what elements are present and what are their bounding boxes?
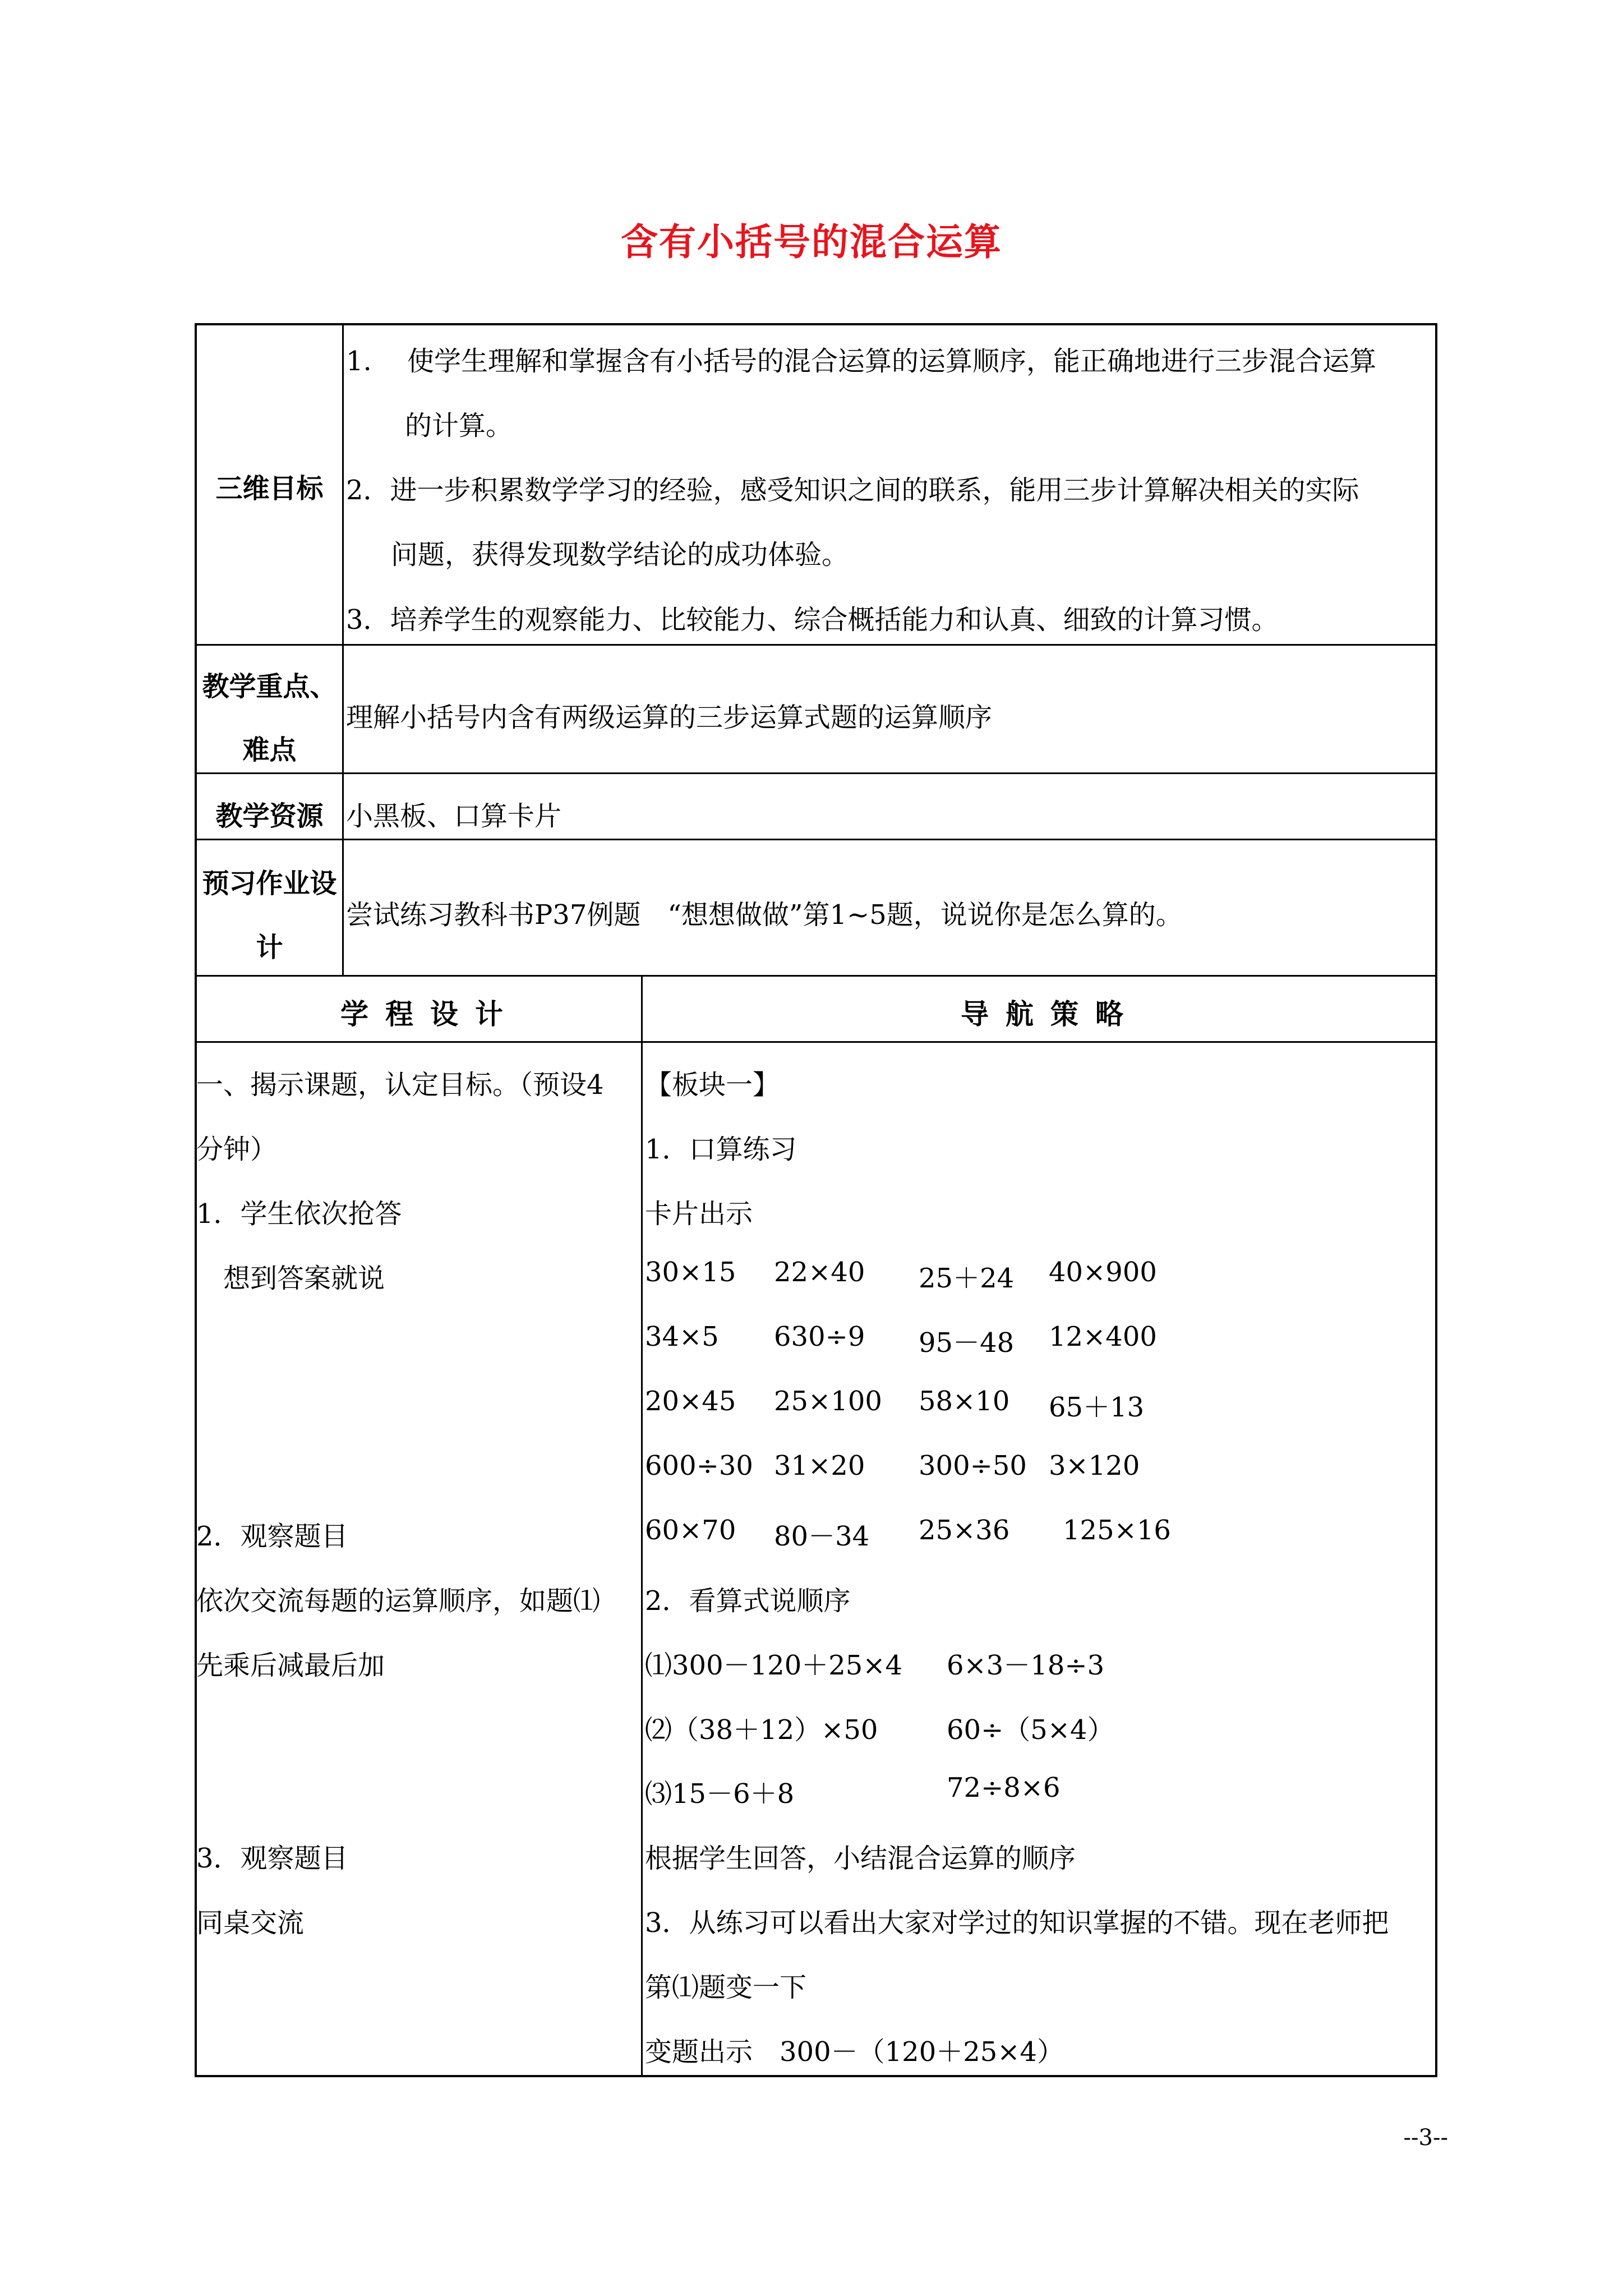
drill-item: 25＋24: [919, 1263, 1015, 1294]
order-item: 6×3－18÷3: [947, 1650, 1105, 1681]
left-step-text: 先乘后减最后加: [196, 1650, 385, 1681]
order-item: 60÷（5×4）: [947, 1714, 1114, 1746]
left-step-text: 1．学生依次抢答: [196, 1198, 402, 1230]
change-text: 第⑴题变一下: [645, 1972, 807, 2003]
drill-item: 34×5: [645, 1321, 719, 1352]
left-step-text: 3．观察题目: [196, 1843, 348, 1874]
drill-item: 630÷9: [774, 1321, 865, 1352]
column-header-left: 学程设计: [340, 997, 520, 1030]
drill-item: 65＋13: [1049, 1392, 1145, 1423]
oral-practice-heading: 1．口算练习: [645, 1134, 797, 1165]
goal-line: 2．进一步积累数学学习的经验，感受知识之间的联系，能用三步计算解决相关的实际: [346, 475, 1359, 506]
cards-text: 卡片出示: [645, 1198, 753, 1230]
drill-item: 95－48: [919, 1327, 1015, 1359]
left-step-text: 一、揭示课题，认定目标。（预设4: [196, 1069, 604, 1101]
change-text: 3．从练习可以看出大家对学过的知识掌握的不错。现在老师把: [645, 1907, 1389, 1939]
drill-item: 25×36: [919, 1515, 1010, 1546]
drill-item: 125×16: [1063, 1515, 1171, 1546]
row-divider: [195, 772, 1437, 774]
row-divider: [195, 644, 1437, 646]
goals-label: 三维目标: [215, 473, 324, 504]
row-divider: [195, 1041, 1437, 1043]
order-item: ⑴300－120＋25×4: [645, 1650, 903, 1681]
left-step-text: 想到答案就说: [196, 1263, 385, 1294]
goal-line: 问题，获得发现数学结论的成功体验。: [391, 539, 849, 570]
goal-line: 3．培养学生的观察能力、比较能力、综合概括能力和认真、细致的计算习惯。: [346, 604, 1279, 636]
page-title: 含有小括号的混合运算: [621, 220, 1002, 264]
block-heading: 【板块一】: [645, 1069, 780, 1101]
page-number: --3--: [1403, 2125, 1448, 2151]
drill-item: 25×100: [774, 1386, 882, 1417]
goal-line: 的计算。: [405, 410, 513, 441]
order-item: ⑶15－6＋8: [645, 1778, 795, 1810]
order-heading: 2．看算式说顺序: [645, 1585, 851, 1617]
drill-item: 30×15: [645, 1257, 736, 1288]
drill-item: 22×40: [774, 1257, 865, 1288]
drill-item: 58×10: [919, 1386, 1010, 1417]
order-item: ⑵（38＋12）×50: [645, 1714, 878, 1746]
focus-label: 难点: [242, 734, 297, 766]
drill-item: 31×20: [774, 1450, 865, 1481]
drill-item: 3×120: [1049, 1450, 1140, 1481]
preview-label: 计: [256, 932, 283, 963]
drill-item: 40×900: [1049, 1257, 1157, 1288]
order-item: 72÷8×6: [947, 1772, 1061, 1803]
resources-text: 小黑板、口算卡片: [346, 800, 562, 832]
label-column-divider: [342, 323, 344, 977]
drill-item: 300÷50: [919, 1450, 1027, 1481]
resources-label: 教学资源: [215, 800, 324, 832]
focus-label: 教学重点、: [202, 671, 337, 702]
drill-item: 12×400: [1049, 1321, 1157, 1352]
drill-item: 20×45: [645, 1386, 736, 1417]
left-step-text: 同桌交流: [196, 1907, 305, 1939]
left-step-text: 分钟）: [196, 1134, 278, 1165]
change-text: 变题出示 300－（120＋25×4）: [645, 2036, 1064, 2068]
preview-label: 预习作业设: [202, 868, 337, 899]
column-header-right: 导航策略: [961, 997, 1140, 1030]
left-step-text: 2．观察题目: [196, 1521, 348, 1552]
summary-text: 根据学生回答，小结混合运算的顺序: [645, 1843, 1076, 1874]
preview-text: 尝试练习教科书P37例题 “想想做做”第1~5题，说说你是怎么算的。: [346, 899, 1183, 931]
drill-item: 80－34: [774, 1521, 870, 1552]
drill-item: 60×70: [645, 1515, 736, 1546]
column-divider: [641, 975, 643, 2076]
focus-text: 理解小括号内含有两级运算的三步运算式题的运算顺序: [346, 702, 993, 733]
left-step-text: 依次交流每题的运算顺序，如题⑴: [196, 1585, 601, 1617]
row-divider: [195, 839, 1437, 840]
drill-item: 600÷30: [645, 1450, 753, 1481]
row-divider: [195, 975, 1437, 977]
goal-line: 1. 使学生理解和掌握含有小括号的混合运算的运算顺序，能正确地进行三步混合运算: [346, 346, 1377, 377]
